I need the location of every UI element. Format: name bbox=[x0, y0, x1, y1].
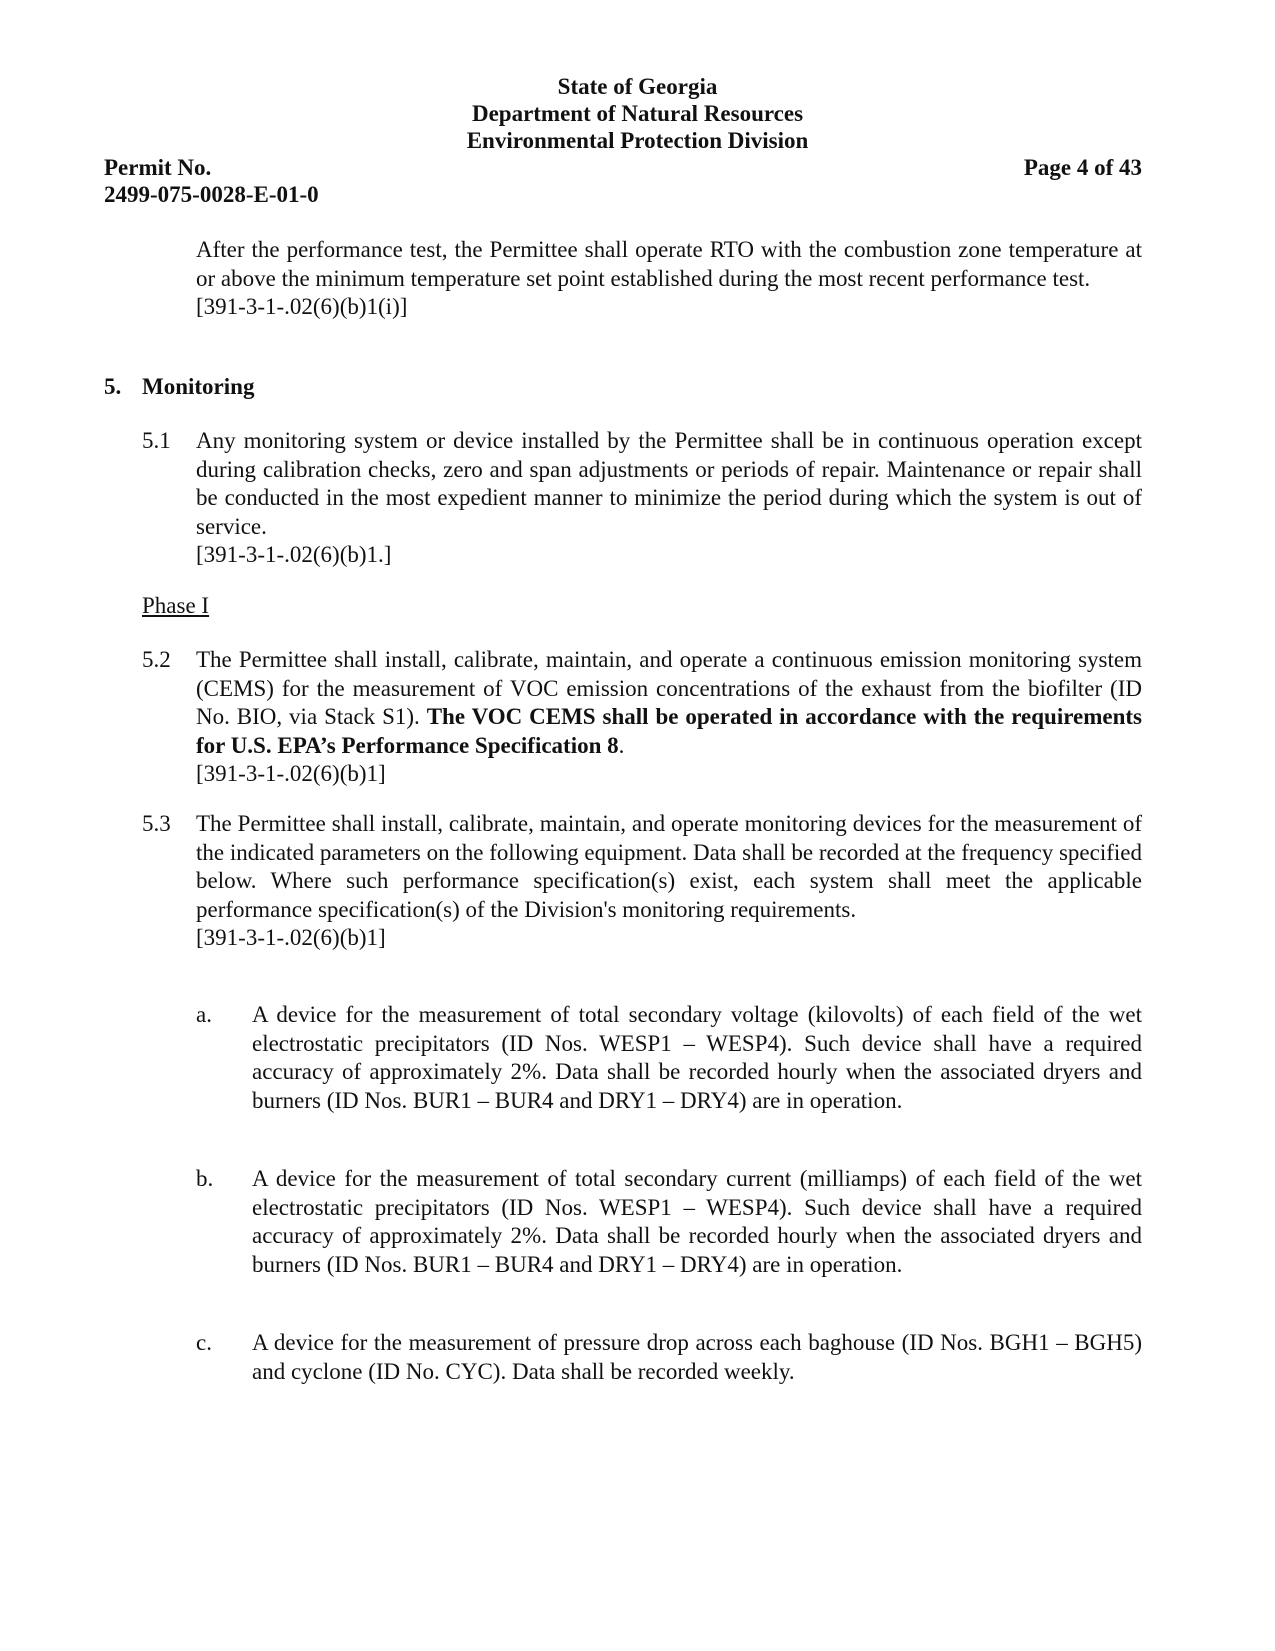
page-number: Page 4 of 43 bbox=[1023, 155, 1142, 180]
item-b-text: A device for the measurement of total secondary current (milliamps) of each field of the wet electrostatic precipitators (ID Nos. WESP1 – WESP4). Such device shall have a required accuracy of approximately 2%. Data shall be recorded hourly when the associated dryers and burners (ID Nos. BUR1 – BUR4 and DRY1 – DRY4) are in operation. bbox=[252, 1166, 1142, 1277]
header-department: Department of Natural Resources bbox=[471, 101, 804, 126]
item-a-label: a. bbox=[196, 1002, 212, 1027]
header-division: Environmental Protection Division bbox=[466, 128, 809, 153]
item-a-text: A device for the measurement of total secondary voltage (kilovolts) of each field of the wet electrostatic precipitators (ID Nos. WESP1 – WESP4). Such device shall have a required accuracy of approximately 2%. Data shall be recorded hourly when the associated dryers and burners (ID Nos. BUR1 – BUR4 and DRY1 – DRY4) are in operation. bbox=[252, 1002, 1142, 1113]
condition-5-1 bbox=[196, 427, 1142, 570]
condition-5-1-number: 5.1 bbox=[142, 428, 171, 453]
condition-5-2-bold-text: The VOC CEMS shall be operated in accordance with the requirements for U.S. EPA’s Performance Specification 8 bbox=[196, 704, 1142, 758]
condition-5-2-citation: [391-3-1-.02(6)(b)1] bbox=[196, 761, 386, 786]
item-c-label: c. bbox=[196, 1330, 212, 1355]
condition-5-1-text: Any monitoring system or device installed by the Permittee shall be in continuous operation except during calibration checks, zero and span adjustments or periods of repair. Maintenance or repair shall be conducted in the most expedient manner to minimize the period during which the system is out of service. bbox=[196, 428, 1142, 539]
intro-text: After the performance test, the Permittee shall operate RTO with the combustion zone temperature at or above the minimum temperature set point established during the most recent performance test. bbox=[196, 237, 1142, 291]
condition-5-3-number: 5.3 bbox=[142, 811, 171, 836]
condition-5-3-citation: [391-3-1-.02(6)(b)1] bbox=[196, 925, 386, 950]
permit-number: 2499-075-0028-E-01-0 bbox=[104, 182, 319, 207]
condition-5-1-citation: [391-3-1-.02(6)(b)1.] bbox=[196, 542, 392, 567]
header-state: State of Georgia bbox=[557, 74, 718, 99]
condition-5-2 bbox=[196, 646, 1142, 789]
condition-5-2-period: . bbox=[618, 732, 625, 758]
phase-heading: Phase I bbox=[142, 593, 210, 618]
item-c bbox=[252, 1329, 1142, 1386]
condition-5-2-text: The Permittee shall install, calibrate, maintain, and operate a continuous emission monitoring system (CEMS) for the measurement of VOC emission concentrations of the exhaust from the biofilter (ID No. BIO, via Stack S1). bbox=[196, 647, 1142, 729]
item-c-text: A device for the measurement of pressure drop across each baghouse (ID Nos. BGH1 – BGH5) and cyclone (ID No. CYC). Data shall be recorded weekly. bbox=[252, 1330, 1142, 1384]
condition-5-3 bbox=[196, 810, 1142, 953]
intro-citation: [391-3-1-.02(6)(b)1(i)] bbox=[196, 294, 408, 319]
item-b bbox=[252, 1165, 1142, 1279]
condition-5-2-number: 5.2 bbox=[142, 647, 171, 672]
intro-paragraph bbox=[196, 236, 1142, 322]
section-5-number: 5. bbox=[104, 374, 122, 399]
section-5-title: Monitoring bbox=[142, 374, 255, 399]
permit-label: Permit No. bbox=[104, 155, 212, 180]
item-a bbox=[252, 1001, 1142, 1115]
condition-5-3-text: The Permittee shall install, calibrate, maintain, and operate monitoring devices for the measurement of the indicated parameters on the following equipment. Data shall be recorded at the frequency specified below. Where such performance specification(s) exist, each system shall meet the applicable performance specification(s) of the Division's monitoring requirements. bbox=[196, 811, 1142, 922]
item-b-label: b. bbox=[196, 1166, 214, 1191]
